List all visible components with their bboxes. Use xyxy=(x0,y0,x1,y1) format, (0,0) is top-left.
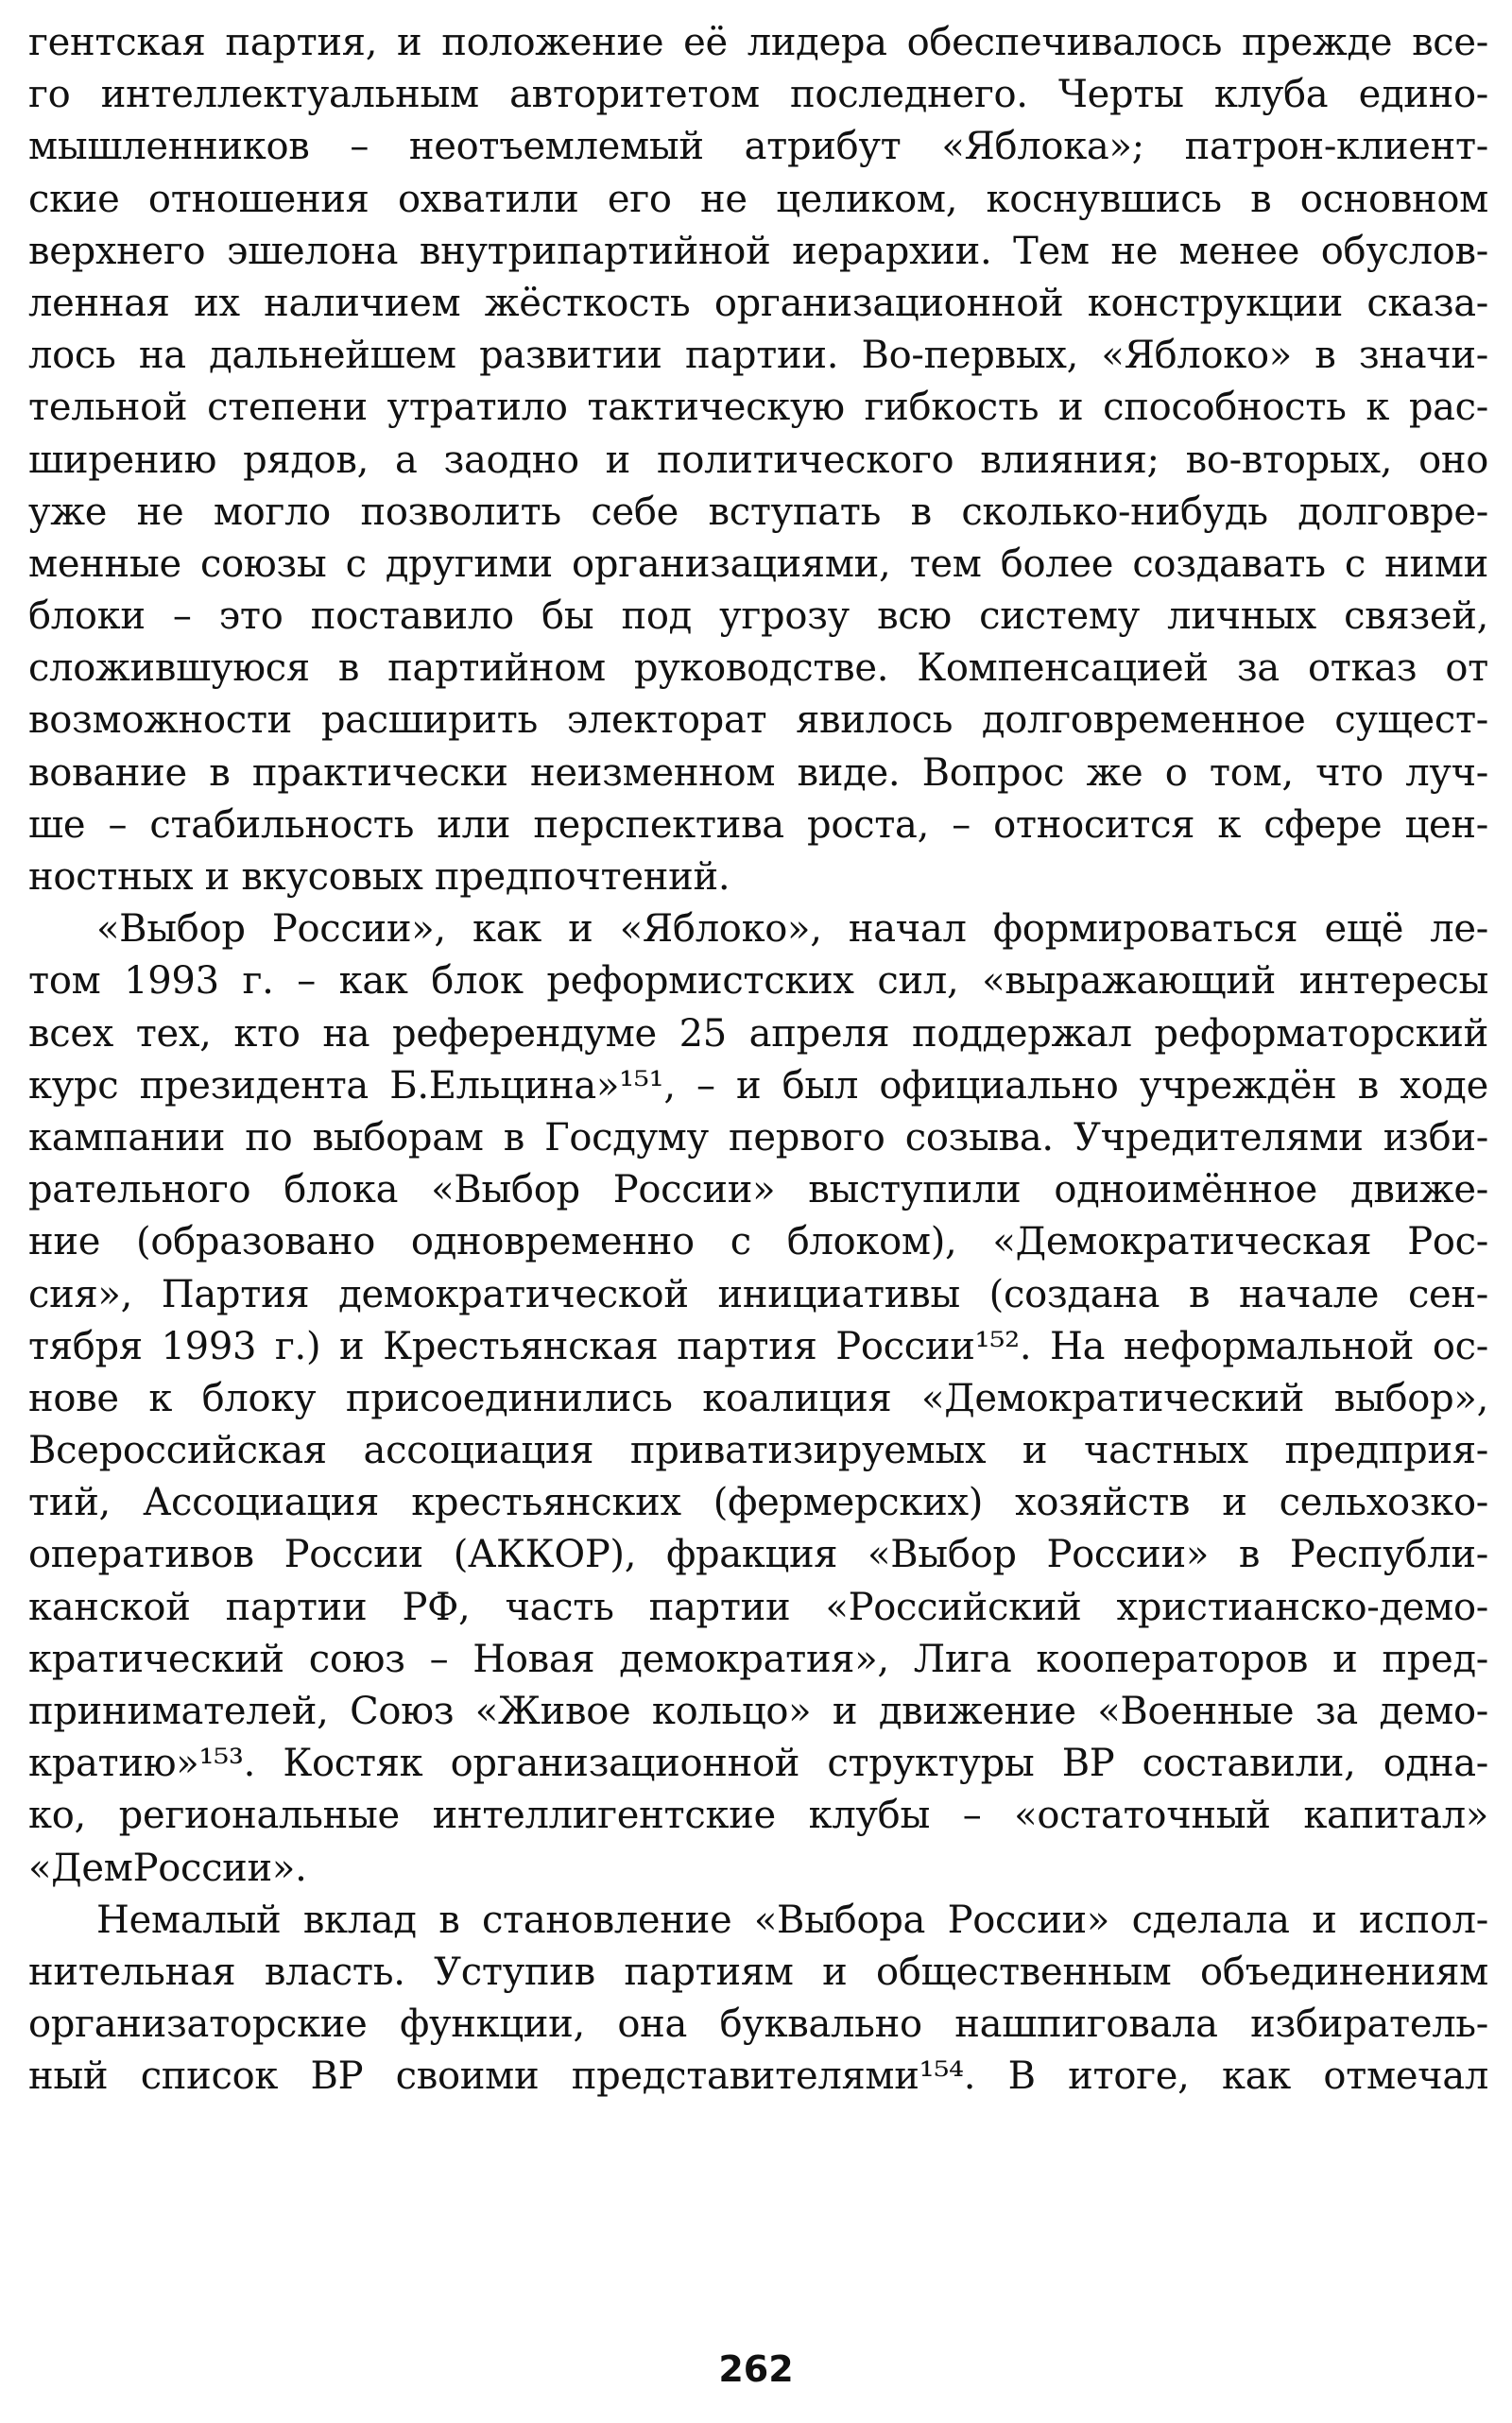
text-line: ный список ВР своими представителями¹⁵⁴. В итоге, как отмечал xyxy=(28,2054,1488,2099)
text-line: лось на дальнейшем развитии партии. Во-первых, «Яблоко» в значи- xyxy=(28,334,1488,378)
text-line: всех тех, кто на референдуме 25 апреля поддержал реформаторский xyxy=(28,1011,1488,1056)
text-line: тельной степени утратило тактическую гибкость и способность к рас- xyxy=(28,386,1488,430)
text-line: рательного блока «Выбор России» выступили одноимённое движе- xyxy=(28,1168,1488,1212)
text-line: менные союзы с другими организациями, тем более создавать с ними xyxy=(28,541,1488,586)
text-line: нительная власть. Уступив партиям и общественным объединениям xyxy=(28,1950,1488,1994)
text-line: ностных и вкусовых предпочтений. xyxy=(28,855,730,899)
text-line: ко, региональные интеллигентские клубы – «остаточный капитал» xyxy=(28,1794,1488,1838)
text-line: ленная их наличием жёсткость организационной конструкции сказа- xyxy=(28,281,1488,325)
text-line: верхнего эшелона внутрипартийной иерархии. Тем не менее обуслов- xyxy=(28,229,1488,273)
text-line: ше – стабильность или перспектива роста, – относится к сфере цен- xyxy=(28,802,1488,847)
text-line: тября 1993 г.) и Крестьянская партия России¹⁵². На неформальной ос- xyxy=(28,1324,1488,1368)
text-line: сложившуюся в партийном руководстве. Компенсацией за отказ от xyxy=(28,646,1488,691)
text-line: ские отношения охватили его не целиком, коснувшись в основном xyxy=(28,177,1488,221)
text-line: том 1993 г. – как блок реформистских сил, «выражающий интересы xyxy=(28,959,1488,1004)
text-line: уже не могло позволить себе вступать в сколько-нибудь долговре- xyxy=(28,490,1488,534)
text-line: блоки – это поставило бы под угрозу всю систему личных связей, xyxy=(28,594,1488,639)
page-number: 262 xyxy=(718,2348,794,2390)
text-line: канской партии РФ, часть партии «Российский христианско-демо- xyxy=(28,1585,1488,1629)
text-line: ширению рядов, а заодно и политического влияния; во-вторых, оно xyxy=(28,438,1488,482)
text-line: вование в практически неизменном виде. Вопрос же о том, что луч- xyxy=(28,750,1488,795)
text-line: возможности расширить электорат явилось долговременное сущест- xyxy=(28,698,1488,743)
text-line: оперативов России (АККОР), фракция «Выбор России» в Республи- xyxy=(28,1533,1488,1577)
document-body xyxy=(28,17,1488,2104)
text-line: мышленников – неотъемлемый атрибут «Яблока»; патрон-клиент- xyxy=(28,125,1488,169)
text-line: го интеллектуальным авторитетом последнего. Черты клуба едино- xyxy=(28,73,1488,117)
text-line: тий, Ассоциация крестьянских (фермерских) хозяйств и сельхозко- xyxy=(28,1481,1488,1525)
text-line: гентская партия, и положение её лидера обеспечивалось прежде все- xyxy=(28,21,1488,64)
text-line: организаторские функции, она буквально нашпиговала избиратель- xyxy=(28,2002,1488,2047)
text-line: кратический союз – Новая демократия», Лига кооператоров и пред- xyxy=(28,1637,1488,1681)
text-line: нове к блоку присоединились коалиция «Демократический выбор», xyxy=(28,1376,1488,1420)
text-line: курс президента Б.Ельцина»¹⁵¹, – и был официально учреждён в ходе xyxy=(28,1063,1488,1108)
text-line: ние (образовано одновременно с блоком), «Демократическая Рос- xyxy=(28,1220,1488,1264)
text-line: сия», Партия демократической инициативы (создана в начале сен- xyxy=(28,1272,1488,1316)
text-line: принимателей, Союз «Живое кольцо» и движение «Военные за демо- xyxy=(28,1690,1488,1733)
text-line: Немалый вклад в становление «Выбора России» сделала и испол- xyxy=(96,1898,1488,1942)
text-line: Всероссийская ассоциация приватизируемых и частных предприя- xyxy=(28,1429,1488,1473)
text-line: «Выбор России», как и «Яблоко», начал формироваться ещё ле- xyxy=(96,907,1488,952)
text-line: кратию»¹⁵³. Костяк организационной структуры ВР составили, одна- xyxy=(28,1742,1488,1786)
text-line: кампании по выборам в Госдуму первого созыва. Учредителями изби- xyxy=(28,1115,1488,1160)
text-line: «ДемРоссии». xyxy=(28,1846,307,1890)
